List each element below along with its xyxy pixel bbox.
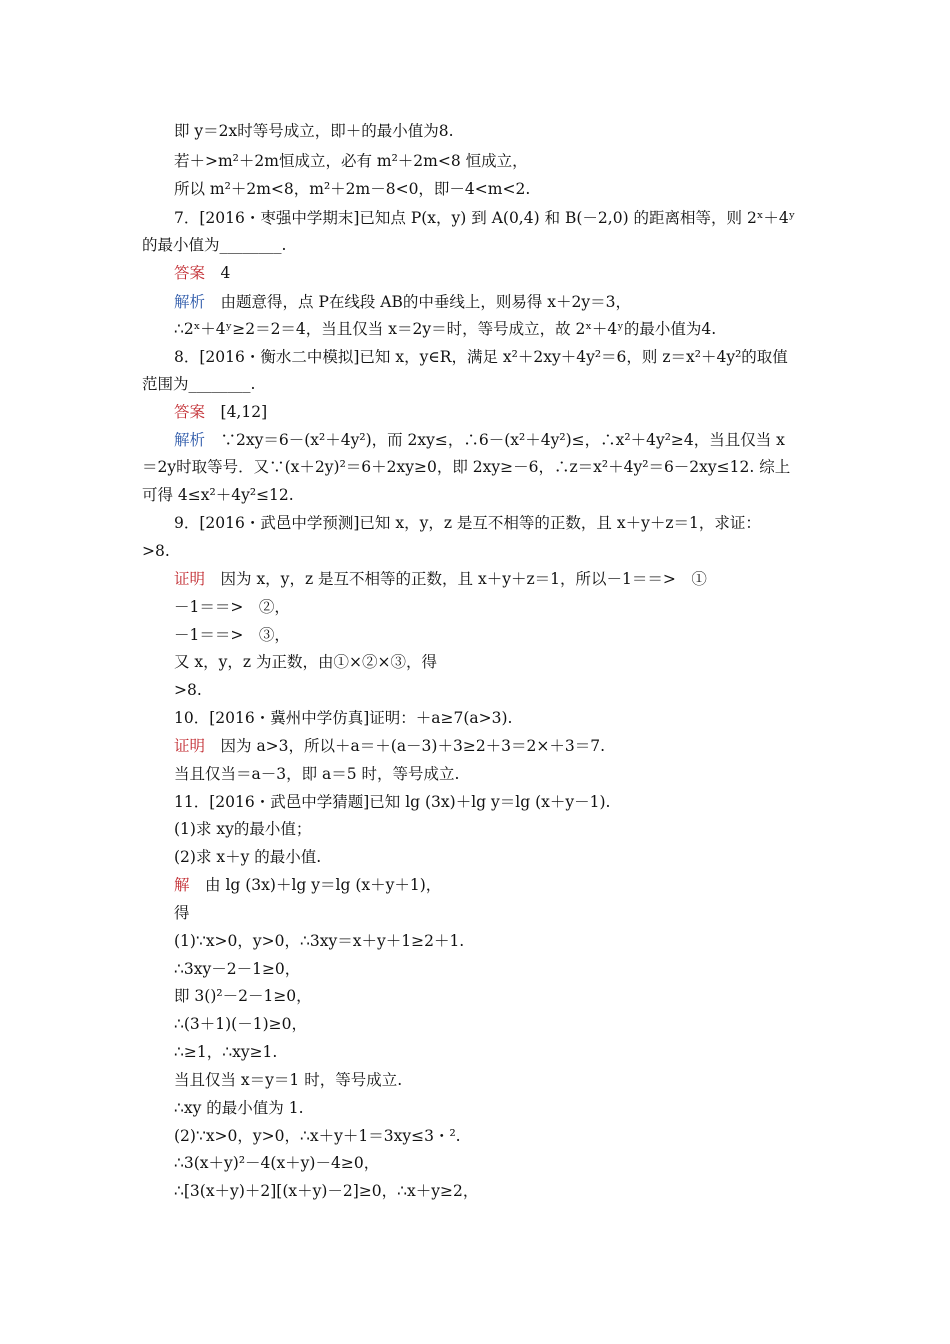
line-text: 当且仅当＝a－3，即 a＝5 时，等号成立. <box>174 765 460 783</box>
text-line <box>174 151 528 171</box>
line-text: ＝2y时取等号．又∵(x＋2y)²＝6＋2xy≥0，即 2xy≥－6，∴z＝x²＋4y²＝6－2xy≤12. 综上 <box>142 458 791 476</box>
answer-tag: 答案 <box>174 403 206 421</box>
text-line <box>174 402 267 422</box>
line-text: 因为 x，y，z 是互不相等的正数，且 x＋y＋z＝1，所以－1＝＝> ① <box>205 570 707 588</box>
line-text: ∴xy 的最小值为 1. <box>174 1099 304 1117</box>
text-line <box>174 1153 379 1173</box>
line-text: ∵2xy＝6－(x²＋4y²)，而 2xy≤，∴6－(x²＋4y²)≤，∴x²＋4y²≥4，当且仅当 x <box>205 431 785 449</box>
text-line <box>174 986 312 1006</box>
text-line <box>174 708 512 728</box>
text-line <box>174 1070 402 1090</box>
line-text: ∴3(x＋y)²－4(x＋y)－4≥0， <box>174 1154 380 1172</box>
line-text: －1＝＝> ③， <box>174 626 290 644</box>
line-text: ∴(3＋1)(－1)≥0， <box>174 1015 307 1033</box>
line-text: －1＝＝> ②， <box>174 598 290 616</box>
answer-tag: 解析 <box>174 293 206 311</box>
line-text: 的最小值为________. <box>142 236 287 254</box>
answer-tag: 答案 <box>174 264 206 282</box>
text-line <box>174 680 202 700</box>
line-text: ∴2ˣ＋4ʸ≥2＝2＝4，当且仅当 x＝2y＝时，等号成立，故 2ˣ＋4ʸ的最小值为4. <box>174 320 717 338</box>
line-text: 得 <box>174 904 190 922</box>
text-line <box>174 292 631 312</box>
line-text: (1)求 xy的最小值； <box>174 820 312 838</box>
text-line <box>174 569 707 589</box>
text-line <box>174 931 464 951</box>
line-text: (1)∵x>0，y>0，∴3xy＝x＋y＋1≥2＋1. <box>174 932 465 950</box>
text-line <box>174 1014 307 1034</box>
line-text: >8. <box>142 542 170 560</box>
text-line <box>174 208 795 228</box>
text-line <box>174 625 290 645</box>
line-text: 8．[2016・衡水二中模拟]已知 x，y∈R，满足 x²＋2xy＋4y²＝6，则 z＝x²＋4y²的取值 <box>174 348 788 366</box>
line-text: 由题意得，点 P在线段 AB的中垂线上，则易得 x＋2y＝3， <box>205 293 632 311</box>
text-line <box>174 792 610 812</box>
text-line <box>174 430 785 450</box>
text-line <box>174 736 605 756</box>
line-text: 11．[2016・武邑中学猜题]已知 lg (3x)＋lg y＝lg (x＋y－1). <box>174 793 611 811</box>
answer-tag: 解析 <box>174 431 206 449</box>
text-line <box>174 1126 461 1146</box>
line-text: 4 <box>205 264 231 282</box>
text-line <box>174 121 454 141</box>
line-text: 当且仅当 x＝y＝1 时，等号成立. <box>174 1071 403 1089</box>
text-line <box>174 263 230 283</box>
text-line <box>174 513 761 533</box>
text-line <box>174 875 441 895</box>
line-text: 若＋>m²＋2m恒成立，必有 m²＋2m<8 恒成立， <box>174 152 528 170</box>
answer-tag: 证明 <box>174 570 206 588</box>
text-line <box>174 764 460 784</box>
text-line <box>174 1181 478 1201</box>
text-line <box>174 179 530 199</box>
text-line <box>174 347 788 367</box>
text-line <box>174 597 290 617</box>
line-text: (2)∵x>0，y>0，∴x＋y＋1＝3xy≤3・². <box>174 1127 461 1145</box>
text-line <box>174 1042 277 1062</box>
text-line <box>142 235 286 255</box>
text-line <box>142 457 790 477</box>
line-text: (2)求 x＋y 的最小值. <box>174 848 322 866</box>
line-text: 又 x，y，z 为正数，由①×②×③，得 <box>174 653 437 671</box>
answer-tag: 解 <box>174 876 190 894</box>
line-text: >8. <box>174 681 202 699</box>
line-text: [4,12] <box>205 403 268 421</box>
text-line <box>142 374 255 394</box>
line-text: ∴[3(x＋y)＋2][(x＋y)－2]≥0，∴x＋y≥2， <box>174 1182 479 1200</box>
line-text: ∴≥1，∴xy≥1. <box>174 1043 278 1061</box>
line-text: 因为 a>3，所以＋a＝＋(a－3)＋3≥2＋3＝2×＋3＝7. <box>205 737 606 755</box>
line-text: 7．[2016・枣强中学期末]已知点 P(x，y) 到 A(0,4) 和 B(－2,0) 的距离相等，则 2ˣ＋4ʸ <box>174 209 796 227</box>
line-text: 10．[2016・冀州中学仿真]证明：＋a≥7(a>3). <box>174 709 513 727</box>
line-text: 由 lg (3x)＋lg y＝lg (x＋y＋1)， <box>189 876 442 894</box>
text-line <box>174 903 190 923</box>
text-line <box>174 1098 304 1118</box>
text-line <box>174 819 311 839</box>
line-text: 即 3()²－2－1≥0， <box>174 987 312 1005</box>
text-line <box>174 847 321 867</box>
text-line <box>142 541 170 561</box>
answer-tag: 证明 <box>174 737 206 755</box>
text-line <box>174 652 437 672</box>
text-line <box>174 959 300 979</box>
line-text: 所以 m²＋2m<8，m²＋2m－8<0，即－4<m<2. <box>174 180 531 198</box>
text-line <box>174 319 716 339</box>
line-text: 9．[2016・武邑中学预测]已知 x，y，z 是互不相等的正数，且 x＋y＋z＝1，求证： <box>174 514 761 532</box>
text-line <box>142 485 294 505</box>
line-text: 范围为________. <box>142 375 256 393</box>
line-text: ∴3xy－2－1≥0， <box>174 960 301 978</box>
line-text: 即 y＝2x时等号成立，即＋的最小值为8. <box>174 122 454 140</box>
line-text: 可得 4≤x²＋4y²≤12. <box>142 486 294 504</box>
